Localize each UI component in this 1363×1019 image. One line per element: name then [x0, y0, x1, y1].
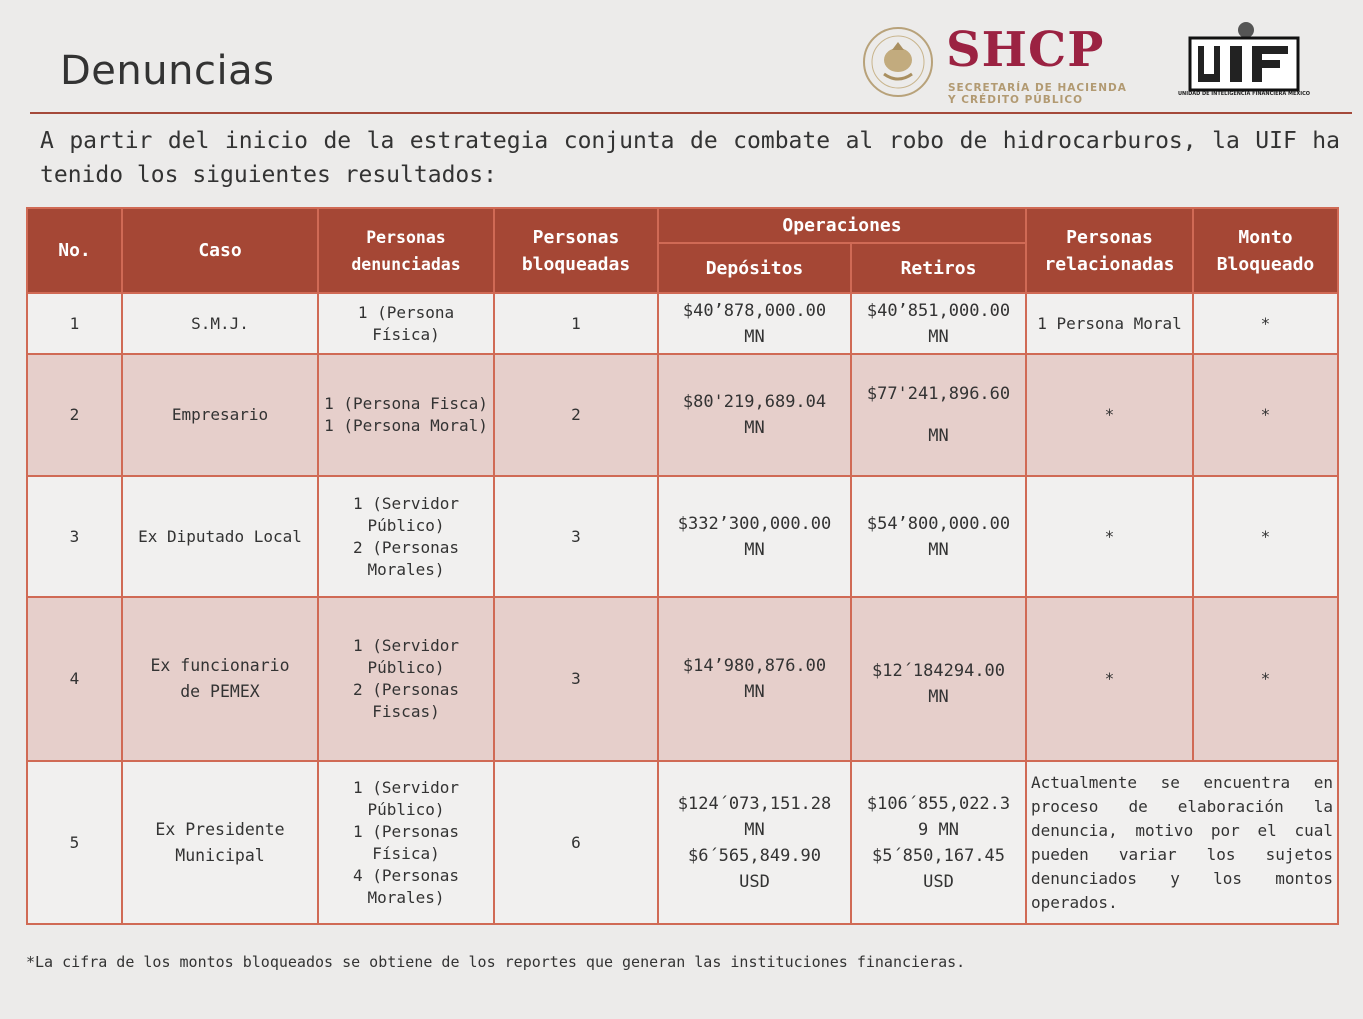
cell-retiros: $40’851,000.00 MN [851, 293, 1026, 354]
table-row [27, 597, 1338, 761]
cell-caso: Ex Presidente Municipal [122, 761, 318, 924]
uif-subtitle: UNIDAD DE INTELIGENCIA FINANCIERA MÉXICO [1177, 91, 1311, 97]
complaints-table [26, 207, 1339, 925]
cell-denunciadas: 1 (Servidor Público) 2 (Personas Morales) [318, 476, 494, 597]
cell-denunciadas: 1 (Persona Fisca) 1 (Persona Moral) [318, 354, 494, 476]
cell-monto: * [1193, 597, 1338, 761]
cell-no: 3 [27, 476, 122, 597]
header-monto-bloqueado: Monto Bloqueado [1193, 208, 1338, 293]
mexico-coat-of-arms-seal [862, 26, 934, 98]
header-operaciones: Operaciones [658, 208, 1026, 243]
header-no: No. [27, 208, 122, 293]
cell-bloqueadas: 3 [494, 476, 658, 597]
cell-relacionadas: * [1026, 597, 1193, 761]
cell-relacionadas: 1 Persona Moral [1026, 293, 1193, 354]
cell-caso: Empresario [122, 354, 318, 476]
cell-nota: Actualmente se encuentra en proceso de elaboración la denuncia, motivo por el cual pueden variar los sujetos denunciados y los montos operados. [1026, 761, 1338, 924]
cell-bloqueadas: 2 [494, 354, 658, 476]
header-personas-relacionadas: Personas relacionadas [1026, 208, 1193, 293]
cell-depositos: $332’300,000.00 MN [658, 476, 851, 597]
intro-paragraph: A partir del inicio de la estrategia conjunta de combate al robo de hidrocarburos, la UIF ha tenido los siguientes resultados: [40, 128, 1340, 188]
cell-retiros: $77'241,896.60 MN [851, 354, 1026, 476]
header-personas-bloqueadas: Personas bloqueadas [494, 208, 658, 293]
cell-bloqueadas: 1 [494, 293, 658, 354]
footnote: *La cifra de los montos bloqueados se obtiene de los reportes que generan las instituciones financieras. [26, 953, 966, 971]
table-row [27, 476, 1338, 597]
cell-caso: Ex Diputado Local [122, 476, 318, 597]
cell-relacionadas: * [1026, 354, 1193, 476]
cell-retiros: $54’800,000.00 MN [851, 476, 1026, 597]
cell-monto: * [1193, 293, 1338, 354]
shcp-logo-text: SHCP [946, 22, 1105, 78]
table-row [27, 293, 1338, 354]
cell-depositos: $124´073,151.28 MN $6´565,849.90 USD [658, 761, 851, 924]
cell-bloqueadas: 6 [494, 761, 658, 924]
cell-denunciadas: 1 (Servidor Público) 1 (Personas Física) 4 (Personas Morales) [318, 761, 494, 924]
cell-denunciadas: 1 (Persona Física) [318, 293, 494, 354]
table-row [27, 354, 1338, 476]
shcp-subtitle: SECRETARÍA DE HACIENDA Y CRÉDITO PÚBLICO [948, 82, 1127, 106]
cell-no: 4 [27, 597, 122, 761]
cell-retiros: $106´855,022.3 9 MN $5´850,167.45 USD [851, 761, 1026, 924]
cell-no: 5 [27, 761, 122, 924]
cell-caso: S.M.J. [122, 293, 318, 354]
header-divider [30, 112, 1352, 114]
cell-retiros: $12´184294.00 MN [851, 597, 1026, 761]
cell-bloqueadas: 3 [494, 597, 658, 761]
cell-depositos: $40’878,000.00 MN [658, 293, 851, 354]
table-row [27, 761, 1338, 924]
header-depositos: Depósitos [658, 243, 851, 293]
cell-monto: * [1193, 354, 1338, 476]
header-personas-denunciadas: Personas denunciadas [318, 208, 494, 293]
cell-depositos: $80'219,689.04 MN [658, 354, 851, 476]
header-retiros: Retiros [851, 243, 1026, 293]
cell-depositos: $14’980,876.00 MN [658, 597, 851, 761]
cell-caso: Ex funcionario de PEMEX [122, 597, 318, 761]
cell-no: 1 [27, 293, 122, 354]
cell-no: 2 [27, 354, 122, 476]
cell-monto: * [1193, 476, 1338, 597]
cell-denunciadas: 1 (Servidor Público) 2 (Personas Fiscas) [318, 597, 494, 761]
page-title: Denuncias [60, 48, 275, 94]
cell-relacionadas: * [1026, 476, 1193, 597]
header-caso: Caso [122, 208, 318, 293]
